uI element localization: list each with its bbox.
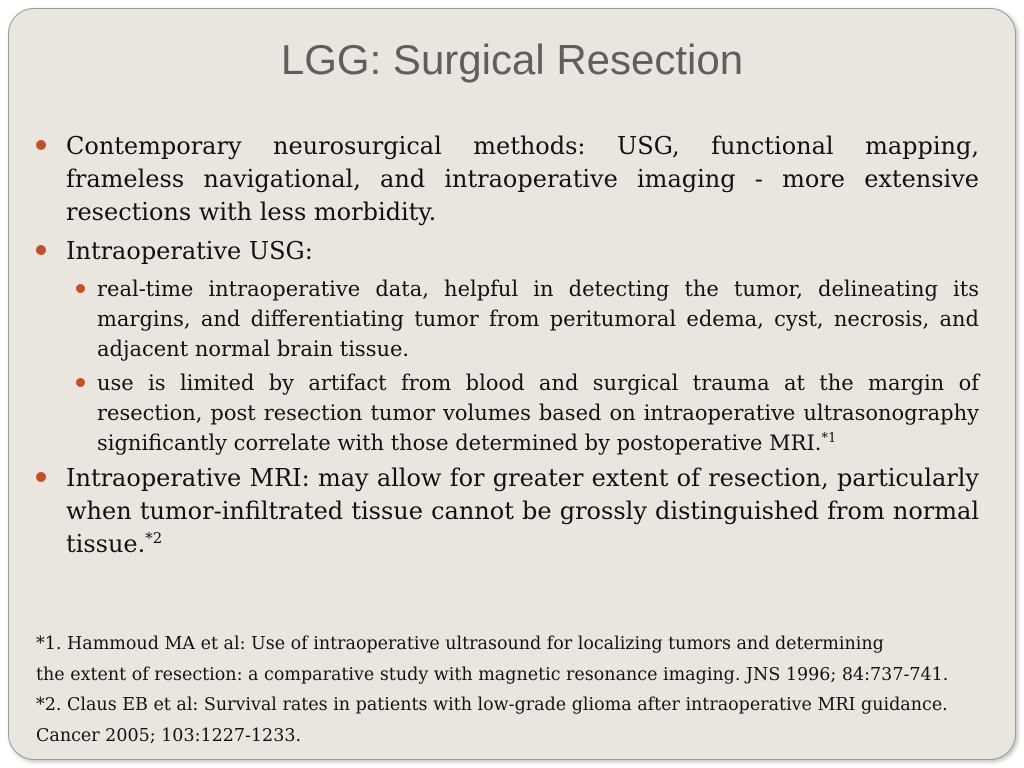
sub-bullet-item	[66, 368, 979, 458]
bullet-text: Contemporary neurosurgical methods: USG, functional mapping, frameless navigational, and intraoperative imaging - more extensive resections with less morbidity.	[66, 132, 979, 226]
bullet-dot-icon	[36, 140, 46, 150]
slide-title: LGG: Surgical Resection	[280, 36, 744, 83]
bullet-dot-icon	[36, 245, 46, 255]
sub-bullet-text: use is limited by artifact from blood and surgical trauma at the margin of resection, post resection tumor volumes based on intraoperative ultrasonography significantly correlate with those determined by postoperative MRI.	[97, 371, 979, 455]
sub-bullet-item	[66, 274, 979, 364]
citation-marker: *1	[821, 431, 837, 446]
sub-bullet-text: real-time intraoperative data, helpful in detecting the tumor, delineating its margins, and differentiating tumor from peritumoral edema, cyst, necrosis, and adjacent normal brain tissue.	[97, 277, 979, 361]
bullet-dot-icon	[36, 472, 46, 482]
reference-line: *1. Hammoud MA et al: Use of intraoperative ultrasound for localizing tumors and determining	[36, 634, 884, 654]
reference-line: *2. Claus EB et al: Survival rates in patients with low-grade glioma after intraoperative MRI guidance.	[36, 695, 948, 715]
bullet-item	[34, 130, 979, 229]
bullet-text: Intraoperative MRI: may allow for greater extent of resection, particularly when tumor-infiltrated tissue cannot be grossly distinguished from normal tissue.	[66, 464, 979, 558]
reference-line: the extent of resection: a comparative study with magnetic resonance imaging. JNS 1996; 84:737-741.	[36, 664, 949, 685]
references	[36, 629, 986, 751]
bullet-dot-icon	[76, 284, 85, 293]
bullet-item	[34, 462, 979, 561]
reference-line: Cancer 2005; 103:1227-1233.	[36, 725, 302, 746]
bullet-item	[34, 235, 979, 268]
bullet-dot-icon	[76, 378, 85, 387]
bullet-list	[34, 130, 979, 567]
bullet-text: Intraoperative USG:	[66, 237, 313, 265]
citation-marker: *2	[145, 529, 163, 547]
